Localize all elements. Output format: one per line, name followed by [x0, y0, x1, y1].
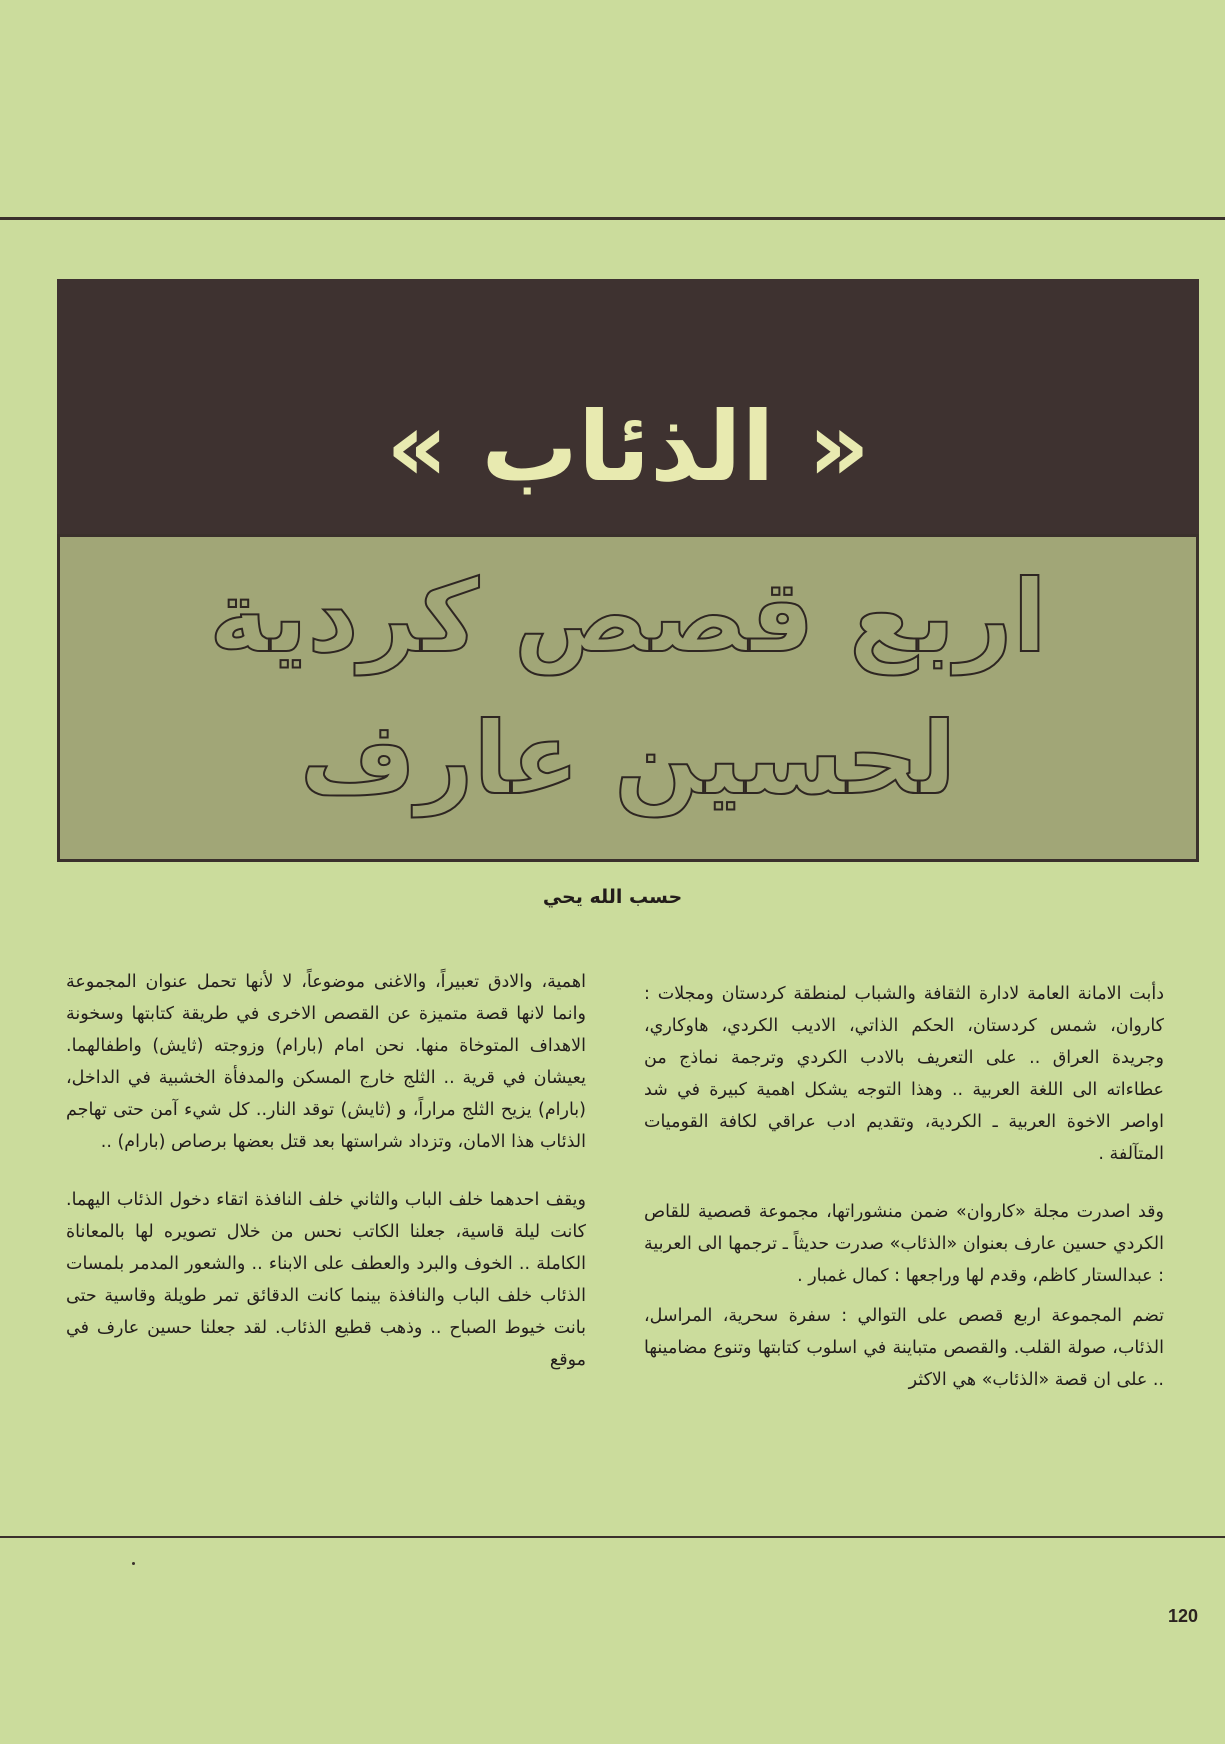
top-rule	[0, 217, 1225, 220]
right-paragraph-3: تضم المجموعة اربع قصص على التوالي : سفرة سحرية، المراسل، الذئاب، صولة القلب. والقصص متباينة في اسلوب كتابتها وتنوع مضامينها .. على ان قصة «الذئاب» هي الاكثر	[644, 1306, 1164, 1390]
right-paragraph-2: وقد اصدرت مجلة «كاروان» ضمن منشوراتها، مجموعة قصصية للقاص الكردي حسين عارف بعنوان «الذئاب» صدرت حديثاً ـ ترجمها الى العربية : عبدالستار كاظم، وقدم لها وراجعها : كمال غمبار .	[644, 1202, 1164, 1286]
right-column	[644, 978, 1164, 1396]
bottom-rule	[0, 1536, 1225, 1538]
author-byline: حسب الله يحي	[542, 886, 683, 908]
main-title: « الذئاب »	[386, 391, 870, 503]
left-paragraph-1: اهمية، والادق تعبيراً، والاغنى موضوعاً، لا لأنها تحمل عنوان المجموعة وانما لانها قصة متميزة عن القصص الاخرى في طريقة كتابتها وسخونة الاهداف المتوخاة منها. نحن امام (بارام) وزوجته (ثايش) واطفالهما. يعيشان في قرية .. الثلج خارج المسكن والمدفأة الخشبية في الداخل، (بارام) يزيح الثلج مراراً، و (ثايش) توقد النار.. كل شيء آمن حتى تهاجم الذئاب هذا الامان، وتزداد شراستها بعد قتل بعضها برصاص (بارام) ..	[66, 972, 586, 1152]
left-paragraph-2: ويقف احدهما خلف الباب والثاني خلف النافذة اتقاء دخول الذئاب اليهما. كانت ليلة قاسية، جعلنا الكاتب نحس من خلال تصويره لها بالمعاناة الكاملة .. الخوف والبرد والعطف على الابناء .. والشعور المدمر بلمسات الذئاب خلف الباب والنافذة بينما كانت الدقائق تمر طويلة وقاسية حتى بانت خيوط الصباح .. وذهب قطيع الذئاب. لقد جعلنا حسين عارف في موقع	[66, 1190, 586, 1370]
right-paragraph-1: دأبت الامانة العامة لادارة الثقافة والشباب لمنطقة كردستان ومجلات : كاروان، شمس كردستان، الحكم الذاتي، الاديب الكردي، هاوكاري، وجريدة العراق .. على التعريف بالادب الكردي وترجمة نماذج من عطاءاته الى اللغة العربية .. وهذا التوجه يشكل اهمية كبيرة في شد اواصر الاخوة العربية ـ الكردية، وتقديم ادب عراقي لكافة القوميات المتآلفة .	[644, 984, 1164, 1164]
subtitle-line-2: لحسين عارف	[299, 700, 957, 817]
subtitle-box	[57, 534, 1199, 862]
page-number: 120	[1168, 1606, 1199, 1626]
subtitle-line-1: اربع قصص كردية	[209, 558, 1047, 675]
title-band	[57, 279, 1199, 534]
left-column	[66, 966, 586, 1376]
print-speck	[132, 1562, 135, 1565]
